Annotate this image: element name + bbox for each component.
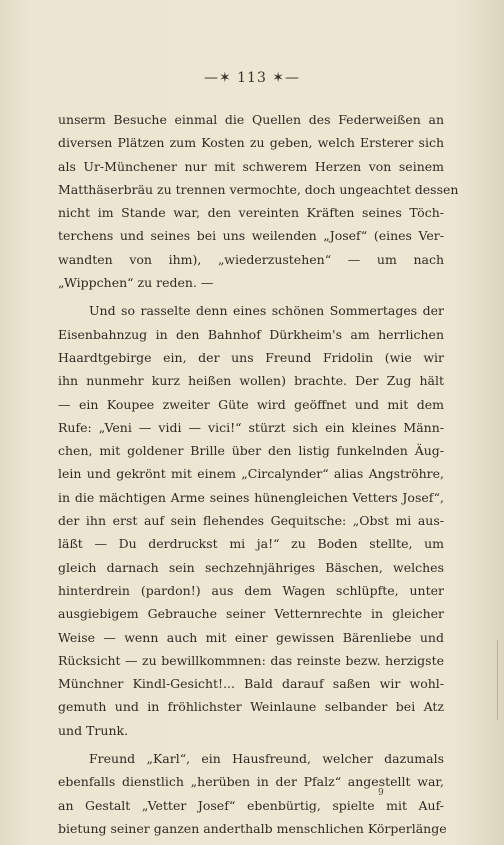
text-line: und Trunk.	[58, 722, 129, 738]
text-line: Rufe: „Veni — vidi — vici!“ stürzt sich ein kleines Männ-	[58, 419, 444, 435]
text-line: chen, mit goldener Brille über den listig funkelnden Äug-	[58, 443, 444, 459]
text-line: Rücksicht — zu bewillkommnen: das reinste bezw. herzigste	[58, 652, 444, 668]
text-line: Matthäserbräu zu trennen vermochte, doch ungeachtet dessen	[58, 181, 459, 197]
text-line: Und so rasselte denn eines schönen Sommertages der	[89, 303, 444, 319]
text-line: ausgiebigem Gebrauche seiner Vetternrechte in gleicher	[58, 606, 444, 622]
text-line: ebenfalls dienstlich „herüben in der Pfalz“ angestellt war,	[58, 774, 444, 790]
text-line: in die mächtigen Arme seines hünengleichen Vetters Josef“,	[58, 489, 444, 505]
text-line: ihn nunmehr kurz heißen wollen) brachte. Der Zug hält	[58, 373, 444, 389]
text-line: läßt — Du derdruckst mi ja!“ zu Boden stellte, um	[58, 536, 444, 552]
text-line: der ihn erst auf sein flehendes Gequitsche: „Obst mi aus-	[58, 513, 444, 529]
signature-mark: 9	[378, 788, 384, 798]
text-line: als Ur-Münchener nur mit schwerem Herzen von seinem	[58, 158, 444, 174]
body-text	[58, 108, 459, 840]
page-edge	[497, 640, 504, 720]
text-line: unserm Besuche einmal die Quellen des Federweißen an	[58, 112, 444, 127]
text-line: an Gestalt „Vetter Josef“ ebenbürtig, spielte mit Auf-	[58, 797, 444, 813]
paragraph	[58, 747, 447, 840]
text-line: gleich darnach sein sechzehnjähriges Bäschen, welches	[58, 559, 444, 575]
text-line: Weise — wenn auch mit einer gewissen Bärenliebe und	[58, 629, 444, 645]
text-line: bietung seiner ganzen anderthalb menschlichen Körperlänge	[58, 820, 447, 836]
text-line: diversen Plätzen zum Kosten zu geben, welch Ersterer sich	[58, 135, 444, 151]
text-line: Eisenbahnzug in den Bahnhof Dürkheim's am herrlichen	[58, 326, 444, 342]
page-number-header: —✶ 113 ✶—	[203, 70, 301, 86]
text-line: Freund „Karl“, ein Hausfreund, welcher dazumals	[89, 751, 444, 767]
text-line: nicht im Stande war, den vereinten Kräften seines Töch-	[58, 205, 444, 221]
paragraph	[58, 108, 459, 294]
text-line: Haardtgebirge ein, der uns Freund Fridolin (wie wir	[58, 349, 444, 365]
text-line: wandten von ihm), „wiederzustehen“ — um nach	[58, 251, 444, 267]
text-line: „Wippchen“ zu reden. —	[58, 275, 214, 291]
text-line: Münchner Kindl-Gesicht!... Bald darauf saßen wir wohl-	[58, 676, 444, 692]
text-line: terchens und seines bei uns weilenden „Josef“ (eines Ver-	[58, 228, 444, 244]
text-line: hinterdrein (pardon!) aus dem Wagen schlüpfte, unter	[58, 582, 444, 598]
text-line: gemuth und in fröhlichster Weinlaune selbander bei Atz	[58, 699, 444, 715]
paragraph	[58, 299, 444, 742]
text-line: — ein Koupee zweiter Güte wird geöffnet und mit dem	[58, 396, 444, 412]
text-line: lein und gekrönt mit einem „Circalynder“ alias Angströhre,	[58, 466, 444, 482]
